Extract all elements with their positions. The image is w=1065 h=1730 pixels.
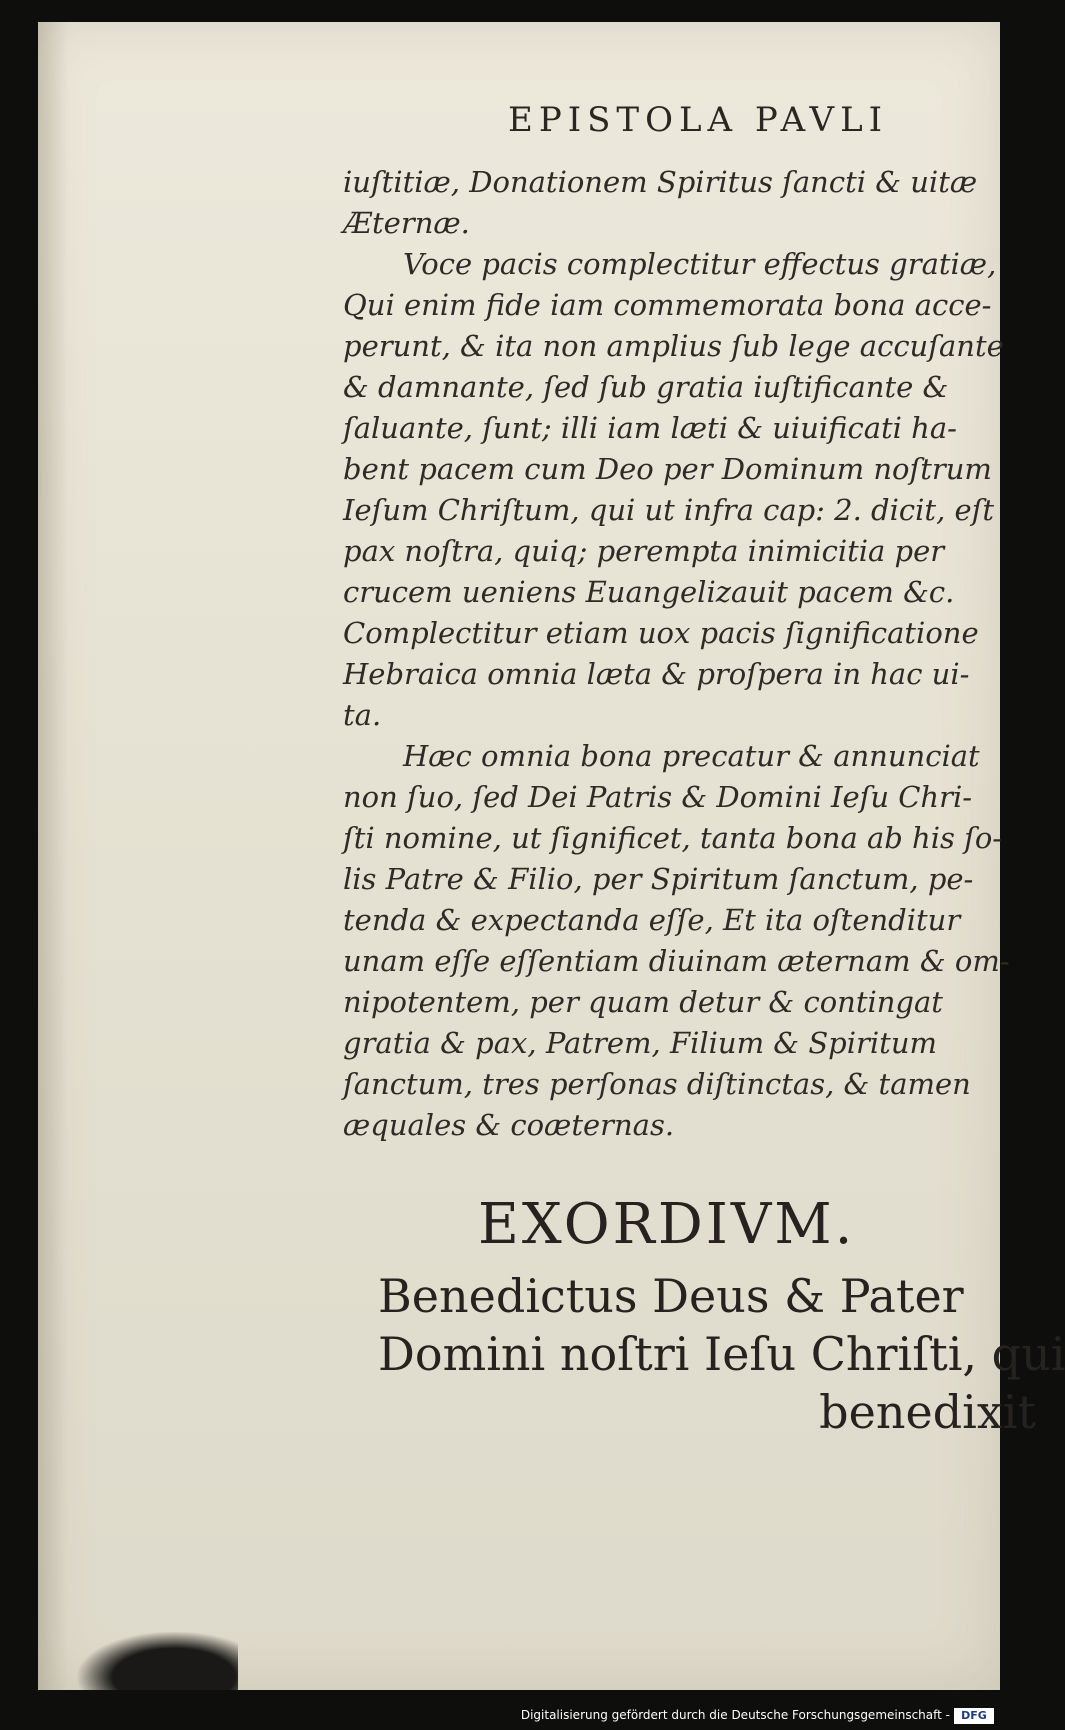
text-line: unam eſſe eſſentiam diuinam æternam & om- bbox=[343, 944, 1010, 978]
text-line: perunt, & ita non amplius ſub lege accuſante bbox=[343, 329, 1004, 363]
text-line: lis Patre & Filio, per Spiritum ſanctum, pe- bbox=[343, 862, 974, 896]
book-page bbox=[38, 22, 1065, 1690]
funding-credit: Digitalisierung gefördert durch die Deutsche Forschungsgemeinschaft - bbox=[520, 1708, 950, 1722]
text-line: Voce pacis complectitur effectus gratiæ, bbox=[403, 247, 997, 281]
text-line: Ieſum Chriſtum, qui ut infra cap: 2. dicit, eſt bbox=[343, 493, 995, 527]
scripture-line: Domini noſtri Ieſu Chriſti, qui bbox=[378, 1327, 1065, 1381]
running-header: EPISTOLA PAVLI bbox=[508, 100, 889, 140]
text-line: gratia & pax, Patrem, Filium & Spiritum bbox=[343, 1026, 937, 1060]
text-line: Hæc omnia bona precatur & annunciat bbox=[403, 739, 980, 773]
text-line: tenda & expectanda eſſe, Et ita oſtenditur bbox=[343, 903, 961, 937]
text-line: ta. bbox=[343, 698, 382, 732]
text-line: ſti nomine, ut ſignificet, tanta bona ab his ſo- bbox=[343, 821, 1003, 855]
catchword: benedixit bbox=[819, 1385, 1036, 1439]
text-line: & damnante, ſed ſub gratia iuſtificante & bbox=[343, 370, 949, 404]
text-line: crucem ueniens Euangelizauit pacem &c. bbox=[343, 575, 955, 609]
commentary-text bbox=[343, 162, 1033, 1146]
text-line: iuſtitiæ, Donationem Spiritus ſancti & uitæ bbox=[343, 165, 978, 199]
text-line: nipotentem, per quam detur & contingat bbox=[343, 985, 943, 1019]
text-line: Hebraica omnia læta & proſpera in hac ui- bbox=[343, 657, 970, 691]
dfg-logo-icon: DFG bbox=[954, 1708, 994, 1724]
scripture-text bbox=[378, 1267, 1065, 1441]
text-line: ſaluante, ſunt; illi iam læti & uiuificati ha- bbox=[343, 411, 957, 445]
text-line: pax noſtra, quiq; perempta inimicitia per bbox=[343, 534, 945, 568]
text-line: æquales & coæternas. bbox=[343, 1108, 675, 1142]
text-line: bent pacem cum Deo per Dominum noſtrum bbox=[343, 452, 992, 486]
text-line: Æternæ. bbox=[343, 206, 470, 240]
text-line: Qui enim fide iam commemorata bona acce- bbox=[343, 288, 992, 322]
scripture-line: Benedictus Deus & Pater bbox=[378, 1269, 964, 1323]
section-title: EXORDIVM. bbox=[478, 1192, 856, 1257]
footer-bar bbox=[0, 1690, 1000, 1730]
text-line: ſanctum, tres perſonas diſtinctas, & tamen bbox=[343, 1067, 971, 1101]
text-line: Complectitur etiam uox pacis ſignificatione bbox=[343, 616, 979, 650]
text-line: non ſuo, ſed Dei Patris & Domini Ieſu Chri- bbox=[343, 780, 973, 814]
